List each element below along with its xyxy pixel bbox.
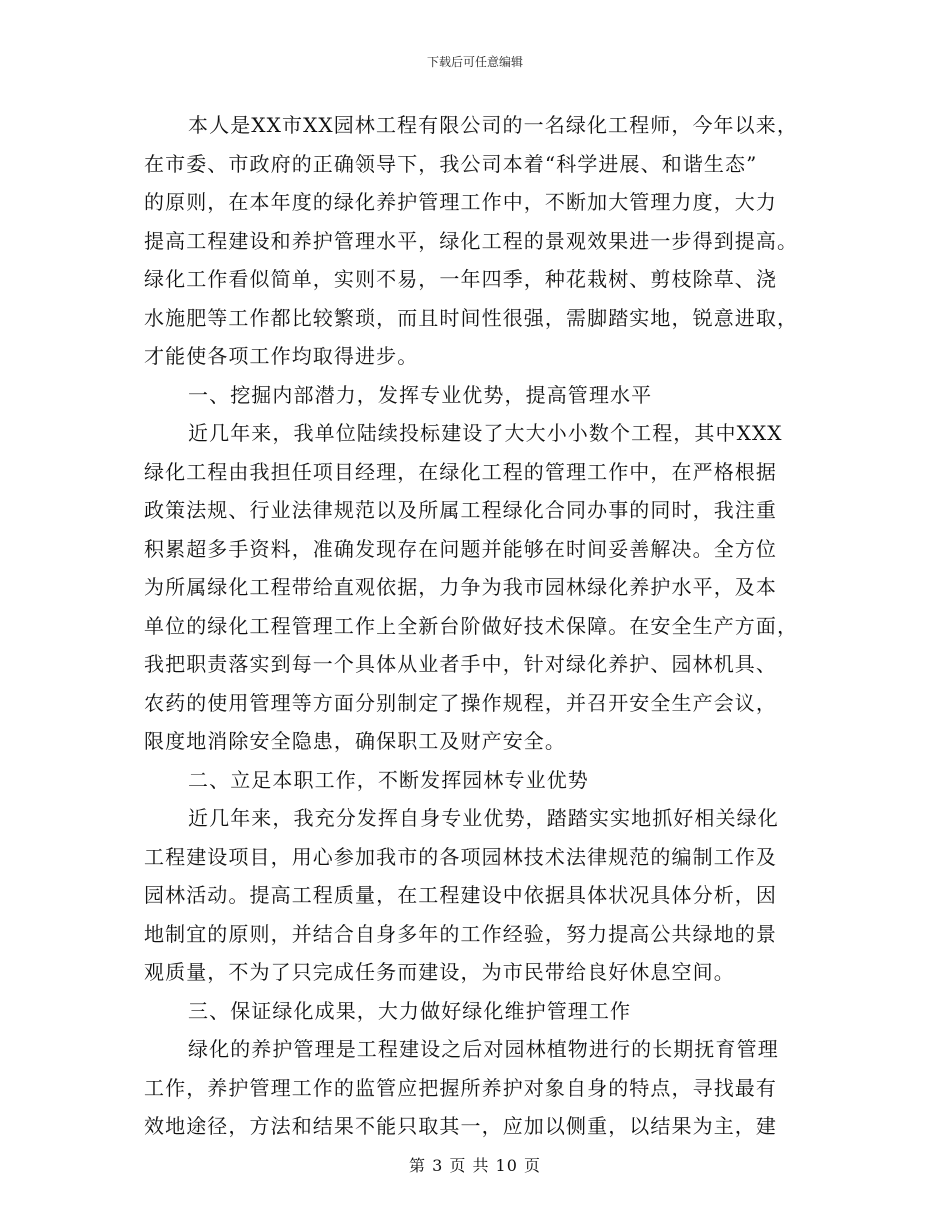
- paragraph-line: 观质量，不为了只完成任务而建设，为市民带给良好休息空间。: [144, 960, 735, 984]
- page-number: 第 3 页 共 10 页: [409, 1156, 541, 1175]
- paragraph-line: 本人是XX市XX园林工程有限公司的一名绿化工程师，今年以来，: [188, 113, 798, 137]
- section-heading: 三、保证绿化成果，大力做好绿化维护管理工作: [188, 998, 632, 1023]
- paragraph-line: 工作，养护管理工作的监管应把握所养护对象自身的特点，寻找最有: [144, 1075, 777, 1100]
- paragraph-line: 单位的绿化工程管理工作上全新台阶做好技术保障。在安全生产方面，: [144, 613, 799, 638]
- paragraph-line: 在市委、市政府的正确领导下，我公司本着“科学进展、和谐生态”: [144, 151, 758, 176]
- paragraph-line: 绿化工程由我担任项目经理，在绿化工程的管理工作中，在严格根据: [144, 459, 777, 484]
- paragraph-line: 近几年来，我单位陆续投标建设了大大小小数个工程，其中XXX: [188, 421, 783, 445]
- paragraph-line: 水施肥等工作都比较繁琐，而且时间性很强，需脚踏实地，锐意进取，: [144, 305, 799, 330]
- paragraph-line: 近几年来，我充分发挥自身专业优势，踏踏实实地抓好相关绿化: [188, 806, 779, 830]
- paragraph-line: 才能使各项工作均取得进步。: [144, 344, 419, 368]
- paragraph-line: 园林活动。提高工程质量，在工程建设中依据具体状况具体分析，因: [144, 883, 777, 907]
- section-heading: 一、挖掘内部潜力，发挥专业优势，提高管理水平: [188, 382, 653, 407]
- paragraph-line: 为所属绿化工程带给直观依据，力争为我市园林绿化养护水平，及本: [144, 575, 777, 599]
- paragraph-line: 工程建设项目，用心参加我市的各项园林技术法律规范的编制工作及: [144, 844, 777, 869]
- paragraph-line: 绿化的养护管理是工程建设之后对园林植物进行的长期抚育管理: [188, 1037, 779, 1061]
- paragraph-line: 地制宜的原则，并结合自身多年的工作经验，努力提高公共绿地的景: [144, 921, 777, 946]
- section-heading: 二、立足本职工作，不断发挥园林专业优势: [188, 767, 589, 792]
- paragraph-line: 农药的使用管理等方面分别制定了操作规程，并召开安全生产会议，: [144, 690, 777, 715]
- paragraph-line: 效地途径，方法和结果不能只取其一，应加以侧重，以结果为主，建: [144, 1114, 777, 1138]
- paragraph-line: 提高工程建设和养护管理水平，绿化工程的景观效果进一步得到提高。: [144, 228, 799, 253]
- paragraph-line: 的原则，在本年度的绿化养护管理工作中，不断加大管理力度，大力: [144, 190, 777, 214]
- paragraph-line: 我把职责落实到每一个具体从业者手中，针对绿化养护、园林机具、: [144, 652, 777, 676]
- page-header: 下载后可任意编辑: [426, 55, 523, 69]
- paragraph-line: 积累超多手资料，准确发现存在问题并能够在时间妥善解决。全方位: [144, 536, 777, 561]
- paragraph-line: 政策法规、行业法律规范以及所属工程绿化合同办事的同时，我注重: [144, 498, 777, 522]
- document-body: [144, 106, 806, 1146]
- paragraph-line: 限度地消除安全隐患，确保职工及财产安全。: [144, 729, 566, 753]
- paragraph-line: 绿化工作看似简单，实则不易，一年四季，种花栽树、剪枝除草、浇: [144, 267, 777, 291]
